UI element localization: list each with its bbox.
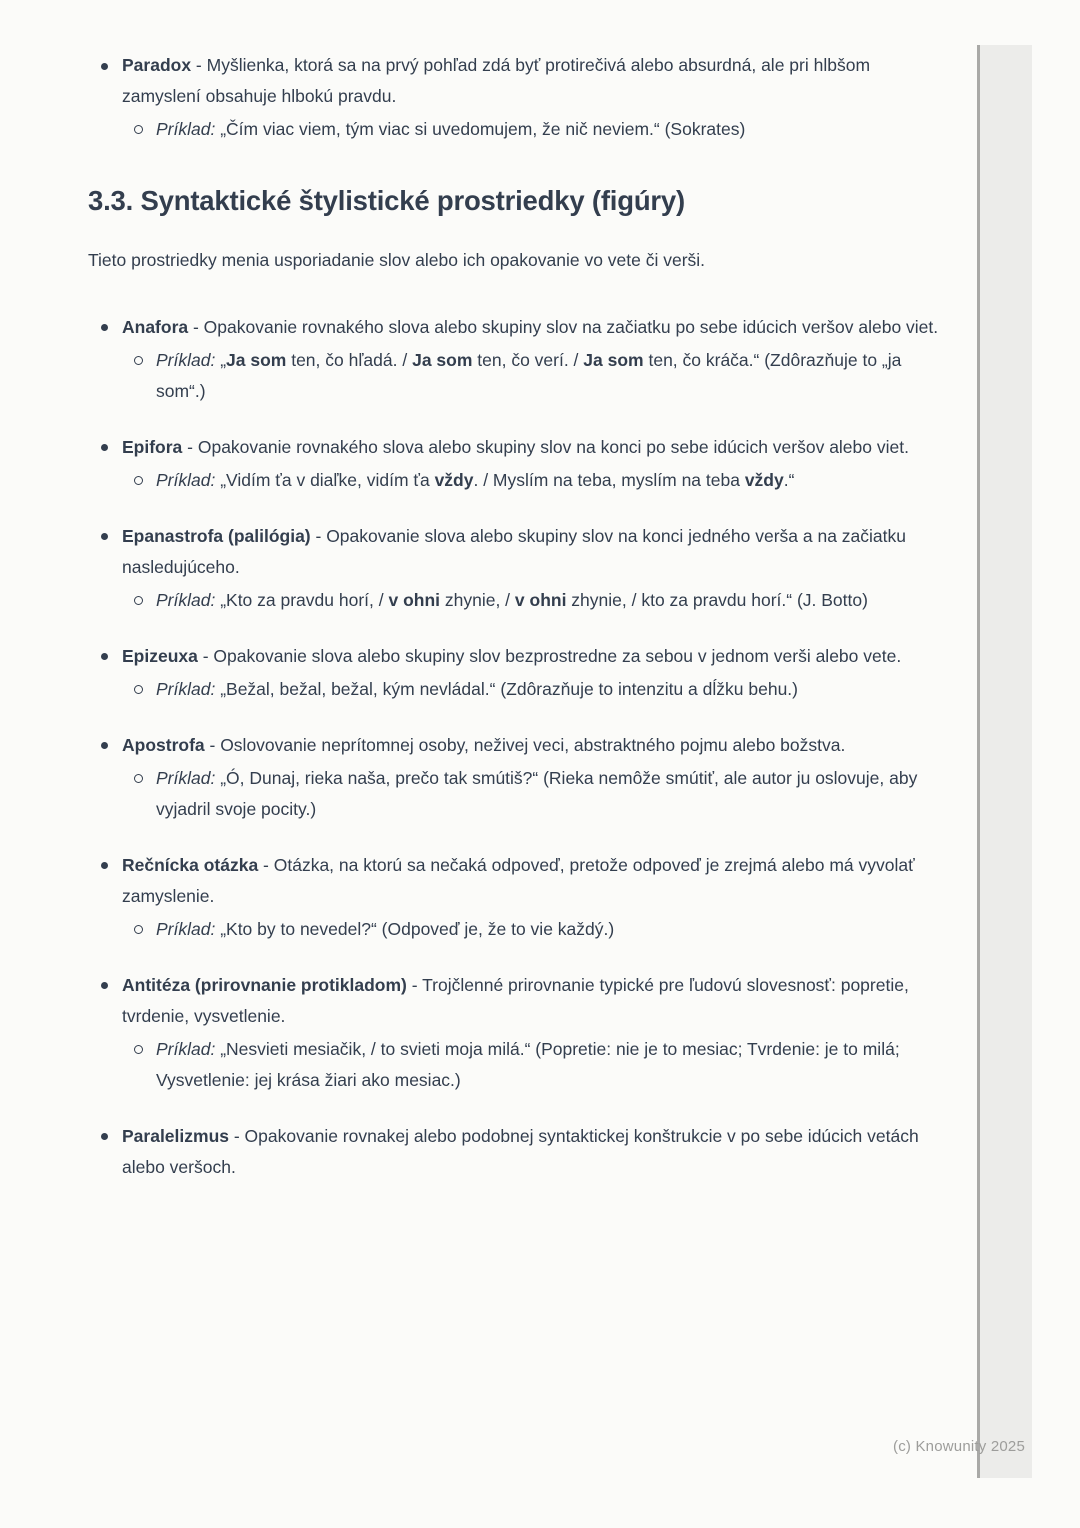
example-item <box>122 674 940 705</box>
list-item-paralelizmus <box>88 1121 940 1183</box>
watermark: (c) Knowunity 2025 <box>893 1438 1026 1455</box>
list-item-epifora <box>88 432 940 496</box>
circle-bullet-icon <box>134 774 143 783</box>
circle-bullet-icon <box>134 476 143 485</box>
term-definition: Rečnícka otázka - Otázka, na ktorú sa nečaká odpoveď, pretože odpoveď je zrejmá alebo má vyvolať zamyslenie. <box>122 854 915 906</box>
example-text: Príklad: „Kto za pravdu horí, / v ohni zhynie, / v ohni zhynie, / kto za pravdu horí.“ (J. Botto) <box>156 589 868 610</box>
term-definition: Anafora - Opakovanie rovnakého slova alebo skupiny slov na začiatku po sebe idúcich veršov alebo viet. <box>122 316 939 337</box>
term-definition: Epizeuxa - Opakovanie slova alebo skupiny slov bezprostredne za sebou v jednom verši alebo vete. <box>122 645 902 666</box>
bullet-icon <box>101 862 108 869</box>
term-definition: Antitéza (prirovnanie protikladom) - Trojčlenné prirovnanie typické pre ľudovú slovesnosť: popretie, tvrdenie, vysvetlenie. <box>122 974 909 1026</box>
circle-bullet-icon <box>134 356 143 365</box>
list-item-paradox <box>88 50 940 145</box>
example-item <box>122 345 940 407</box>
list-item-apostrofa <box>88 730 940 825</box>
example-text: Príklad: „Vidím ťa v diaľke, vidím ťa vždy. / Myslím na teba, myslím na teba vždy.“ <box>156 469 795 490</box>
list-item-epizeuxa <box>88 641 940 705</box>
bullet-icon <box>101 742 108 749</box>
list-item-epanastrofa <box>88 521 940 616</box>
term-definition: Paradox - Myšlienka, ktorá sa na prvý pohľad zdá byť protirečivá alebo absurdná, ale pri hlbšom zamyslení obsahuje hlbokú pravdu. <box>122 55 871 106</box>
bullet-icon <box>101 63 108 70</box>
example-text: Príklad: „Bežal, bežal, bežal, kým nevládal.“ (Zdôrazňuje to intenzitu a dĺžku behu.) <box>156 678 798 699</box>
example-item <box>122 585 940 616</box>
circle-bullet-icon <box>134 685 143 694</box>
example-item <box>122 914 940 945</box>
bullet-icon <box>101 444 108 451</box>
bullet-icon <box>101 324 108 331</box>
example-item <box>122 763 940 825</box>
bullet-icon <box>101 533 108 540</box>
circle-bullet-icon <box>134 125 143 134</box>
section-intro: Tieto prostriedky menia usporiadanie slov alebo ich opakovanie vo vete či verši. <box>88 250 706 270</box>
list-item-recnicka-otazka <box>88 850 940 945</box>
example-item <box>122 114 940 145</box>
circle-bullet-icon <box>134 925 143 934</box>
document-content <box>88 50 940 1183</box>
term-definition: Epifora - Opakovanie rovnakého slova alebo skupiny slov na konci po sebe idúcich veršov alebo viet. <box>122 436 909 457</box>
term-definition: Paralelizmus - Opakovanie rovnakej alebo podobnej syntaktickej konštrukcie v po sebe idúcich vetách alebo veršoch. <box>122 1125 919 1177</box>
page-edge-gutter <box>977 45 1032 1478</box>
list-item-antiteza <box>88 970 940 1096</box>
example-text: Príklad: „Ó, Dunaj, rieka naša, prečo tak smútiš?“ (Rieka nemôže smútiť, ale autor ju oslovuje, aby vyjadril svoje pocity.) <box>156 767 918 819</box>
section-heading: 3.3. Syntaktické štylistické prostriedky (figúry) <box>88 185 685 216</box>
circle-bullet-icon <box>134 1045 143 1054</box>
term-definition: Epanastrofa (palilógia) - Opakovanie slova alebo skupiny slov na konci jedného verša a na začiatku nasledujúceho. <box>122 525 906 577</box>
bullet-icon <box>101 982 108 989</box>
circle-bullet-icon <box>134 596 143 605</box>
example-text: Príklad: „Čím viac viem, tým viac si uvedomujem, že nič neviem.“ (Sokrates) <box>156 119 746 139</box>
example-text: Príklad: „Ja som ten, čo hľadá. / Ja som ten, čo verí. / Ja som ten, čo kráča.“ (Zdôrazňuje to „ja som“.) <box>156 349 902 401</box>
example-item <box>122 465 940 496</box>
list-item-anafora <box>88 312 940 407</box>
example-item <box>122 1034 940 1096</box>
example-text: Príklad: „Nesvieti mesiačik, / to svieti moja milá.“ (Popretie: nie je to mesiac; Tvrdenie: je to milá; Vysvetlenie: jej krása žiari ako mesiac.) <box>156 1038 900 1090</box>
example-text: Príklad: „Kto by to nevedel?“ (Odpoveď je, že to vie každý.) <box>156 918 615 939</box>
bullet-icon <box>101 1133 108 1140</box>
term-definition: Apostrofa - Oslovovanie neprítomnej osoby, neživej veci, abstraktného pojmu alebo božstva. <box>122 734 846 755</box>
bullet-icon <box>101 653 108 660</box>
